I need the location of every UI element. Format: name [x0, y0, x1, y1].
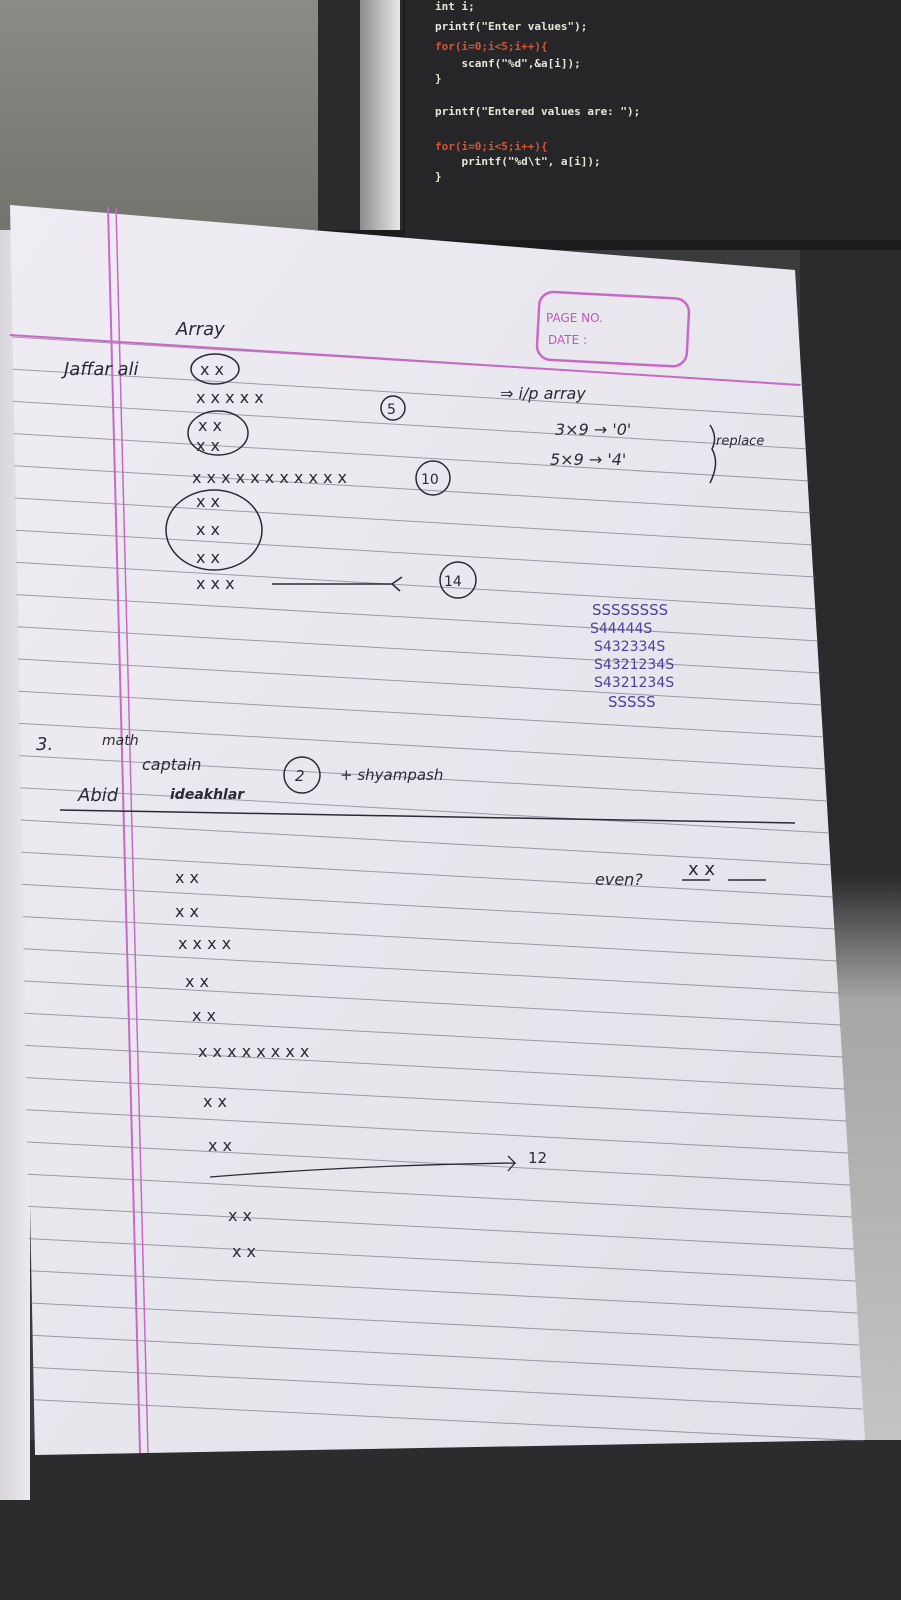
replace-note: replace — [716, 434, 765, 449]
pattern-row-4: S4321234S — [594, 657, 675, 673]
cross-row-6: x x x x x x x x — [198, 1042, 310, 1061]
captain-name: Abid — [78, 785, 119, 806]
date-label: DATE : — [548, 333, 588, 347]
even-label: even? — [595, 870, 643, 889]
cross-row-4: x x — [185, 972, 210, 991]
code-line: for(i=0;i<5;i++){ — [435, 40, 548, 53]
notebook-page — [10, 205, 880, 1455]
captain-label: captain — [142, 755, 202, 774]
row-5b: x x — [196, 520, 221, 539]
row-2: x x x x x — [196, 388, 264, 407]
row-3a: x x — [198, 416, 223, 435]
second-name: + shyampash — [340, 766, 444, 784]
count-10: 10 — [421, 472, 439, 488]
count-14: 14 — [444, 574, 462, 590]
author-name: Jaffar ali — [64, 359, 139, 380]
cross-row-1: x x — [175, 868, 200, 887]
wall-background — [0, 0, 330, 230]
cross-row-3: x x x x — [178, 934, 232, 953]
row-6: x x x — [196, 574, 235, 593]
count-5: 5 — [387, 402, 396, 418]
even-marks: x x — [688, 859, 716, 880]
code-line: printf("Enter values"); — [435, 20, 588, 33]
note-line-2: 3×9 → '0' — [555, 420, 632, 439]
pattern-row-5: S4321234S — [594, 675, 675, 691]
row-5c: x x — [196, 548, 221, 567]
code-line: for(i=0;i<5;i++){ — [435, 140, 548, 153]
pattern-row-1: SSSSSSSS — [592, 601, 669, 619]
cross-row-2: x x — [175, 902, 200, 921]
code-line: } — [435, 72, 442, 85]
code-line: scanf("%d",&a[i]); — [435, 57, 581, 70]
math-label: math — [102, 733, 139, 749]
code-line: printf("%d\t", a[i]); — [435, 155, 601, 168]
cross-row-9: x x — [228, 1206, 253, 1225]
row-3b: x x — [196, 436, 221, 455]
row-4: x x x x x x x x x x x — [192, 468, 348, 487]
cross-row-5: x x — [192, 1006, 217, 1025]
section-number: 3. — [36, 734, 54, 755]
captain-name-2: ideakhlar — [170, 787, 245, 803]
desk — [0, 1440, 901, 1600]
code-line: } — [435, 170, 442, 183]
row-5a: x x — [196, 492, 221, 511]
page-no-label: PAGE NO. — [546, 311, 603, 325]
cross-row-8: x x — [208, 1136, 233, 1155]
code-line: printf("Entered values are: "); — [435, 105, 641, 118]
note-line-3: 5×9 → '4' — [550, 450, 627, 469]
pattern-row-6: SSSSS — [608, 693, 656, 711]
pattern-row-2: S44444S — [590, 621, 653, 637]
screen-glare — [360, 0, 400, 230]
code-editor — [405, 0, 901, 240]
array-title: Array — [176, 319, 225, 340]
note-line-1: ⇒ i/p array — [500, 384, 586, 403]
pattern-row-3: S432334S — [594, 639, 666, 655]
cross-row-7: x x — [203, 1092, 228, 1111]
arrow-label: 12 — [528, 1149, 548, 1167]
circled-two: 2 — [295, 767, 305, 785]
code-line: int i; — [435, 0, 475, 13]
cross-row-10: x x — [232, 1242, 257, 1261]
row-1: x x — [200, 360, 225, 379]
